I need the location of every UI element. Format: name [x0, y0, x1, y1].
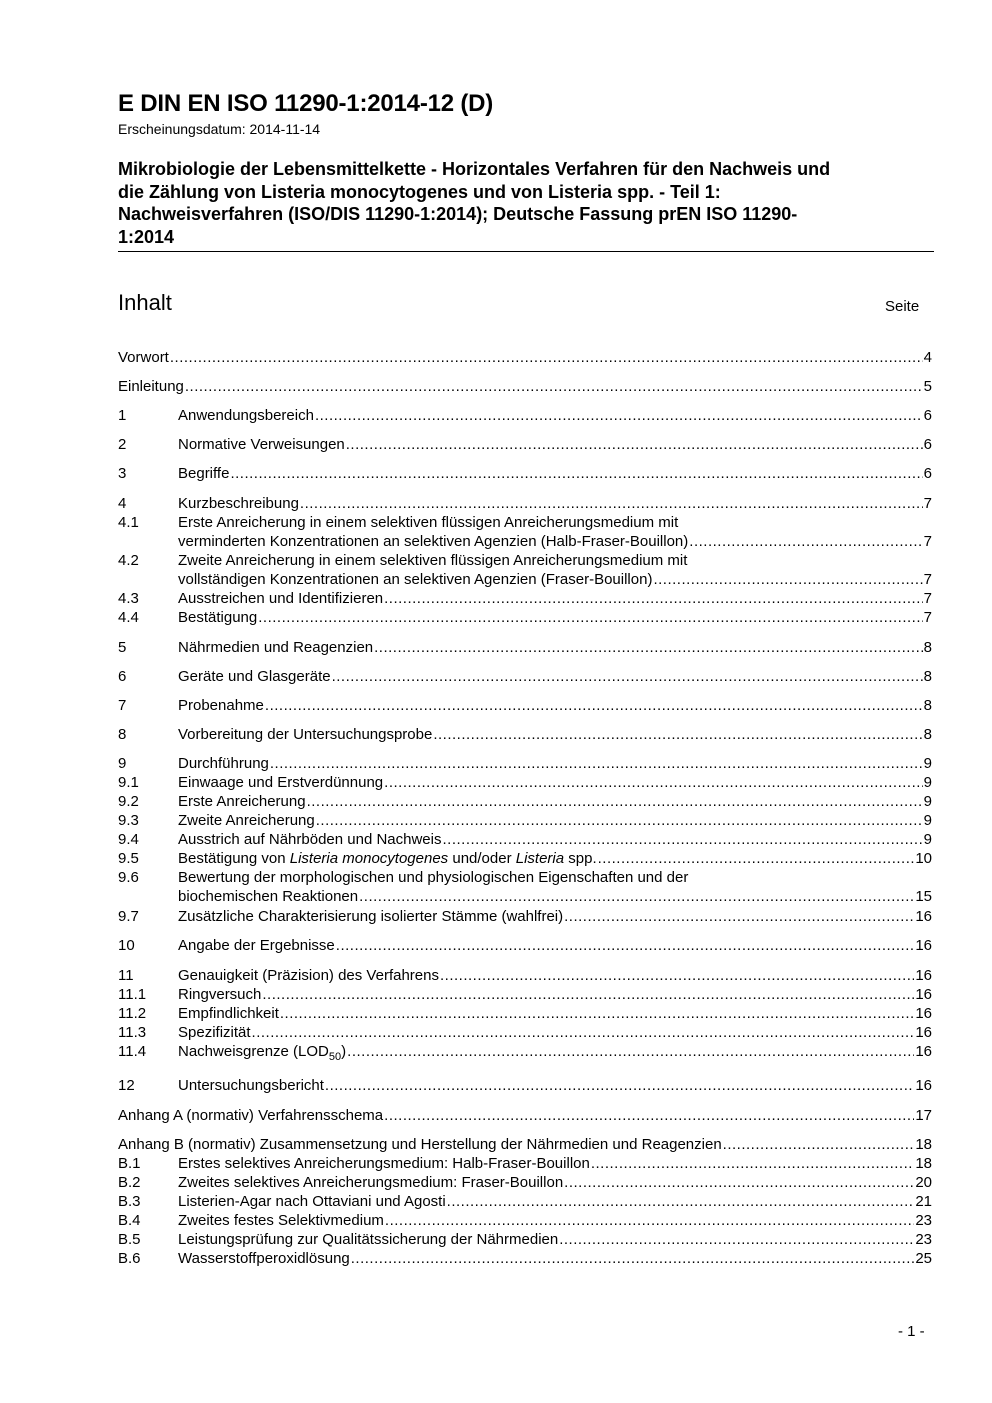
dot-leader: [262, 985, 914, 1004]
toc-entry[interactable]: [118, 638, 932, 657]
toc-entry-title: Anhang B (normativ) Zusammensetzung und Herstellung der Nährmedien und Reagenzien: [118, 1136, 722, 1153]
toc-entry[interactable]: [118, 966, 932, 985]
toc-entry[interactable]: [118, 1023, 932, 1042]
toc-entry[interactable]: [118, 1076, 932, 1095]
toc-entry[interactable]: [118, 1154, 932, 1173]
dot-leader: [258, 608, 922, 627]
toc-entry[interactable]: [118, 773, 932, 792]
toc-entry-title: Zweite Anreicherung: [178, 812, 315, 829]
toc-entry-number: 11.4: [118, 1043, 147, 1060]
toc-entry-page: 20: [915, 1174, 932, 1191]
dot-leader: [591, 1154, 914, 1173]
toc-entry-title: vollständigen Konzentrationen an selektiven Agenzien (Fraser-Bouillon): [178, 571, 653, 588]
toc-entry-title: Geräte und Glasgeräte: [178, 668, 331, 685]
toc-entry[interactable]: [118, 667, 932, 686]
toc-entry-title: Bestätigung von Listeria monocytogenes und/oder Listeria spp.: [178, 850, 597, 867]
toc-entry-number: 11.1: [118, 986, 147, 1003]
toc-entry[interactable]: [118, 348, 932, 367]
toc-entry[interactable]: [118, 1230, 932, 1249]
toc-entry-number: 8: [118, 726, 127, 743]
toc-entry-title: Probenahme: [178, 697, 264, 714]
toc-entry-number: 9.1: [118, 774, 139, 791]
toc-entry-title: Kurzbeschreibung: [178, 495, 299, 512]
toc-entry-title: Zweites festes Selektivmedium: [178, 1212, 384, 1229]
toc-entry-title: Untersuchungsbericht: [178, 1077, 324, 1094]
page-number: - 1 -: [898, 1323, 925, 1340]
toc-entry[interactable]: [118, 406, 932, 425]
toc-entry-page: 9: [923, 755, 932, 772]
toc-entry-page: 9: [923, 774, 932, 791]
title-line: Nachweisverfahren (ISO/DIS 11290-1:2014); Deutsche Fassung prEN ISO 11290-: [118, 204, 798, 224]
toc-entry-title: Zusätzliche Charakterisierung isolierter Stämme (wahlfrei): [178, 908, 564, 925]
dot-leader: [170, 348, 923, 367]
toc-entry-title: Einleitung: [118, 378, 184, 395]
toc-entry-title: Durchführung: [178, 755, 269, 772]
dot-leader: [270, 754, 923, 773]
title-line: die Zählung von Listeria monocytogenes und von Listeria spp. - Teil 1:: [118, 181, 721, 202]
toc-entry[interactable]: [118, 792, 932, 811]
toc-entry-title: Normative Verweisungen: [178, 436, 345, 453]
toc-entry-number: 9.7: [118, 908, 139, 925]
toc-entry[interactable]: [118, 1192, 932, 1211]
dot-leader: [351, 1249, 915, 1268]
toc-entry-page: 7: [923, 533, 932, 550]
toc-entry[interactable]: [118, 907, 932, 926]
toc-entry-page: 6: [923, 436, 932, 453]
toc-entry-number: 12: [118, 1077, 135, 1094]
toc-entry[interactable]: [118, 589, 932, 608]
dot-leader: [332, 667, 923, 686]
toc-entry[interactable]: [118, 1135, 932, 1154]
toc-entry-title: Nährmedien und Reagenzien: [178, 639, 374, 656]
toc-entry-number: B.3: [118, 1193, 141, 1210]
toc-entry-number: 2: [118, 436, 127, 453]
toc-entry-page: 23: [915, 1212, 932, 1229]
toc-entry-title: biochemischen Reaktionen: [178, 888, 359, 905]
dot-leader: [359, 887, 914, 906]
toc-entry-number: 5: [118, 639, 127, 656]
toc-entry-number: 6: [118, 668, 127, 685]
toc-entry-title: Einwaage und Erstverdünnung: [178, 774, 384, 791]
toc-entry-title: Listerien-Agar nach Ottaviani und Agosti: [178, 1193, 446, 1210]
toc-entry-page: 17: [915, 1107, 932, 1124]
toc-entry-number: 4.4: [118, 609, 139, 626]
dot-leader: [347, 1042, 914, 1061]
toc-entry-title: Leistungsprüfung zur Qualitätssicherung der Nährmedien: [178, 1231, 559, 1248]
dot-leader: [316, 811, 923, 830]
toc-entry[interactable]: [118, 464, 932, 483]
toc-entry-title: Ringversuch: [178, 986, 262, 1003]
dot-leader: [442, 830, 922, 849]
toc-entry-title: Bestätigung: [178, 609, 258, 626]
toc-entry-title: Erste Anreicherung in einem selektiven flüssigen Anreicherungsmedium mit: [178, 514, 679, 531]
toc-entry-number: 4: [118, 495, 127, 512]
dot-leader: [374, 638, 923, 657]
toc-entry-number: 1: [118, 407, 127, 424]
toc-entry[interactable]: [118, 608, 932, 627]
dot-leader: [564, 907, 914, 926]
dot-leader: [433, 725, 922, 744]
toc-entry-page: 8: [923, 639, 932, 656]
toc-entry-page: 9: [923, 812, 932, 829]
toc-entry-page: 25: [915, 1250, 932, 1267]
toc-entry-page: 23: [915, 1231, 932, 1248]
toc-entry-number: B.5: [118, 1231, 141, 1248]
title-line: Mikrobiologie der Lebensmittelkette - Horizontales Verfahren für den Nachweis und: [118, 159, 831, 179]
toc-entry-number: B.4: [118, 1212, 141, 1229]
toc-entry-page: 6: [923, 407, 932, 424]
toc-entry-page: 8: [923, 697, 932, 714]
toc-entry-title: Anwendungsbereich: [178, 407, 314, 424]
toc-entry-page: 8: [923, 668, 932, 685]
document-id: E DIN EN ISO 11290-1:2014-12 (D): [118, 90, 494, 117]
toc-entry[interactable]: [118, 1004, 932, 1023]
toc-entry-title: Anhang A (normativ) Verfahrensschema: [118, 1107, 384, 1124]
toc-entry[interactable]: [118, 551, 932, 570]
toc-entry[interactable]: [118, 570, 932, 589]
toc-entry[interactable]: [118, 936, 932, 955]
toc-entry[interactable]: [118, 811, 932, 830]
toc-entry-number: 9.4: [118, 831, 139, 848]
toc-entry-number: 10: [118, 937, 135, 954]
dot-leader: [336, 936, 915, 955]
toc-entry[interactable]: [118, 830, 932, 849]
toc-entry[interactable]: [118, 849, 932, 868]
toc-entry-page: 9: [923, 831, 932, 848]
toc-entry-title: Ausstrich auf Nährböden und Nachweis: [178, 831, 442, 848]
title-line: 1:2014: [118, 226, 175, 247]
toc-entry-title: Erstes selektives Anreicherungsmedium: Halb-Fraser-Bouillon: [178, 1155, 590, 1172]
toc-entry[interactable]: [118, 1042, 932, 1061]
toc-entry[interactable]: [118, 1211, 932, 1230]
dot-leader: [384, 773, 923, 792]
toc-entry-title: Nachweisgrenze $(LOD_{50})$: [178, 1043, 347, 1063]
toc-entry[interactable]: [118, 532, 932, 551]
toc-entry-page: 9: [923, 793, 932, 810]
dot-leader: [653, 570, 922, 589]
dot-leader: [564, 1173, 914, 1192]
toc-entry[interactable]: [118, 1106, 932, 1125]
toc-entry-page: 16: [915, 1077, 932, 1094]
dot-leader: [280, 1004, 914, 1023]
dot-leader: [440, 966, 914, 985]
toc-entry[interactable]: [118, 887, 932, 906]
toc-entry-page: 10: [915, 850, 932, 867]
toc-entry-title: Angabe der Ergebnisse: [178, 937, 335, 954]
toc-entry-title: Zweite Anreicherung in einem selektiven flüssigen Anreicherungsmedium mit: [178, 552, 688, 569]
toc-entry-number: 4.1: [118, 514, 139, 531]
toc-entry-number: 9.5: [118, 850, 139, 867]
dot-leader: [185, 377, 923, 396]
toc-entry-title: Genauigkeit (Präzision) des Verfahrens: [178, 967, 439, 984]
toc-entry[interactable]: [118, 494, 932, 513]
toc-entry-title: Zweites selektives Anreicherungsmedium: Fraser-Bouillon: [178, 1174, 564, 1191]
toc-entry[interactable]: [118, 1249, 932, 1268]
toc-entry-title: Vorwort: [118, 349, 169, 366]
toc-entry-page: 16: [915, 1005, 932, 1022]
dot-leader: [300, 494, 923, 513]
toc-entry-page: 7: [923, 495, 932, 512]
toc-entry-title: Erste Anreicherung: [178, 793, 306, 810]
toc-entry-title: Bewertung der morphologischen und physiologischen Eigenschaften und der: [178, 869, 689, 886]
dot-leader: [447, 1192, 915, 1211]
toc-entry[interactable]: [118, 868, 932, 887]
document-title: [118, 158, 928, 248]
toc-entry-page: 16: [915, 1024, 932, 1041]
toc-entry-number: 11.2: [118, 1005, 147, 1022]
toc-entry-page: 18: [915, 1155, 932, 1172]
toc-entry-title: Spezifizität: [178, 1024, 251, 1041]
dot-leader: [384, 589, 923, 608]
toc-entry[interactable]: [118, 754, 932, 773]
toc-entry-page: 7: [923, 590, 932, 607]
toc-entry[interactable]: [118, 435, 932, 454]
toc-entry-number: 9.6: [118, 869, 139, 886]
dot-leader: [689, 532, 922, 551]
dot-leader: [384, 1106, 914, 1125]
toc-entry[interactable]: [118, 377, 932, 396]
toc-entry-number: 9.2: [118, 793, 139, 810]
toc-entry-page: 16: [915, 1043, 932, 1060]
toc-entry-number: B.1: [118, 1155, 141, 1172]
toc-entry-page: 16: [915, 967, 932, 984]
toc-entry-number: 7: [118, 697, 127, 714]
toc-entry-title: Wasserstoffperoxidlösung: [178, 1250, 350, 1267]
dot-leader: [559, 1230, 914, 1249]
toc-entry-page: 18: [915, 1136, 932, 1153]
dot-leader: [252, 1023, 915, 1042]
dot-leader: [385, 1211, 914, 1230]
toc-entry-number: 3: [118, 465, 127, 482]
dot-leader: [230, 464, 922, 483]
toc-entry-number: B.2: [118, 1174, 141, 1191]
toc-entry-title: verminderten Konzentrationen an selektiven Agenzien (Halb-Fraser-Bouillon): [178, 533, 689, 550]
toc-entry-number: 11: [118, 967, 134, 984]
dot-leader: [265, 696, 923, 715]
dot-leader: [307, 792, 923, 811]
toc-entry-page: 5: [923, 378, 932, 395]
toc-entry-page: 16: [915, 986, 932, 1003]
toc-entry-number: 9.3: [118, 812, 139, 829]
toc-entry-page: 8: [923, 726, 932, 743]
toc-entry-number: 4.3: [118, 590, 139, 607]
toc-entry[interactable]: [118, 513, 932, 532]
toc-entry-page: 7: [923, 609, 932, 626]
toc-entry-title: Begriffe: [178, 465, 230, 482]
toc-entry-page: 15: [915, 888, 932, 905]
dot-leader: [723, 1135, 915, 1154]
toc-entry-page: 16: [915, 908, 932, 925]
toc-entry[interactable]: [118, 985, 932, 1004]
toc-entry-number: 9: [118, 755, 127, 772]
toc-entry-page: 4: [923, 349, 932, 366]
toc-entry-number: 11.3: [118, 1024, 147, 1041]
toc-entry-page: 21: [915, 1193, 932, 1210]
dot-leader: [325, 1076, 914, 1095]
dot-leader: [598, 849, 915, 868]
page-column-label: Seite: [885, 298, 920, 315]
toc-entry-number: 4.2: [118, 552, 139, 569]
toc-entry-title: Empfindlichkeit: [178, 1005, 279, 1022]
publication-date: Erscheinungsdatum: 2014-11-14: [118, 121, 321, 137]
toc-entry[interactable]: [118, 696, 932, 715]
toc-entry-page: 7: [923, 571, 932, 588]
toc-entry-title: Ausstreichen und Identifizieren: [178, 590, 384, 607]
toc-heading: Inhalt: [118, 290, 172, 315]
dot-leader: [346, 435, 923, 454]
toc-entry-page: 16: [915, 937, 932, 954]
toc-entry[interactable]: [118, 725, 932, 744]
toc-entry-page: 6: [923, 465, 932, 482]
toc-entry-number: B.6: [118, 1250, 141, 1267]
toc-entry-title: Vorbereitung der Untersuchungsprobe: [178, 726, 433, 743]
title-divider: [118, 251, 934, 252]
toc-entry[interactable]: [118, 1173, 932, 1192]
dot-leader: [315, 406, 923, 425]
